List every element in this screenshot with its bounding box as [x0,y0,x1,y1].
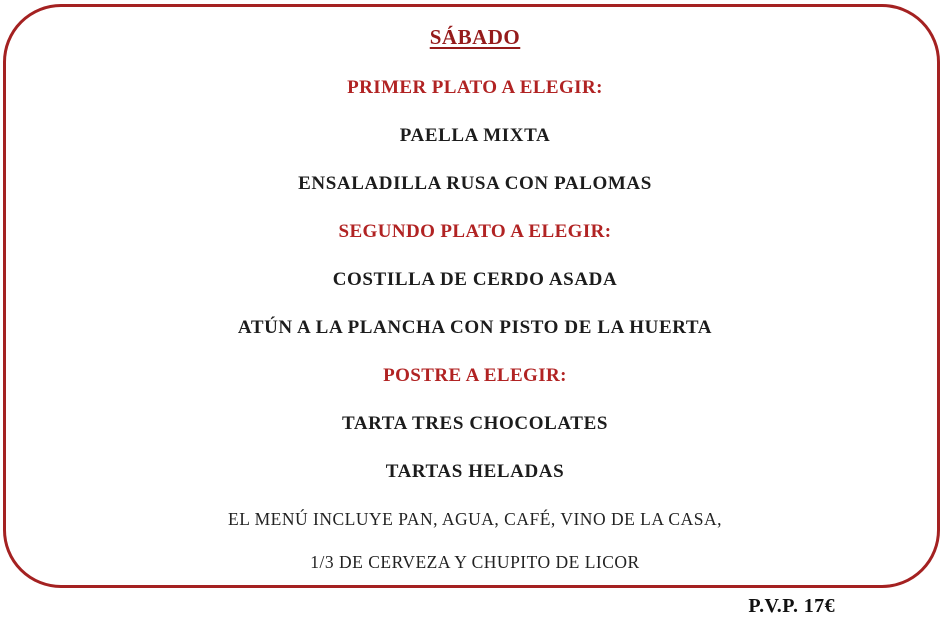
menu-title: SÁBADO [429,25,521,49]
menu-includes-line: 1/3 DE CERVEZA Y CHUPITO DE LICOR [310,552,640,572]
section-heading-postre: POSTRE A ELEGIR: [383,365,567,386]
menu-item: ATÚN A LA PLANCHA CON PISTO DE LA HUERTA [237,317,713,338]
section-heading-primer-plato: PRIMER PLATO A ELEGIR: [347,77,603,98]
price-label: P.V.P. 17€ [748,595,835,617]
menu-item: COSTILLA DE CERDO ASADA [332,269,618,290]
menu-item: ENSALADILLA RUSA CON PALOMAS [298,173,652,194]
menu-item: PAELLA MIXTA [399,125,551,146]
section-heading-segundo-plato: SEGUNDO PLATO A ELEGIR: [338,221,612,242]
menu-includes-line: EL MENÚ INCLUYE PAN, AGUA, CAFÉ, VINO DE LA CASA, [228,509,722,529]
menu-item: TARTA TRES CHOCOLATES [341,413,609,434]
menu-item: TARTAS HELADAS [385,461,565,482]
